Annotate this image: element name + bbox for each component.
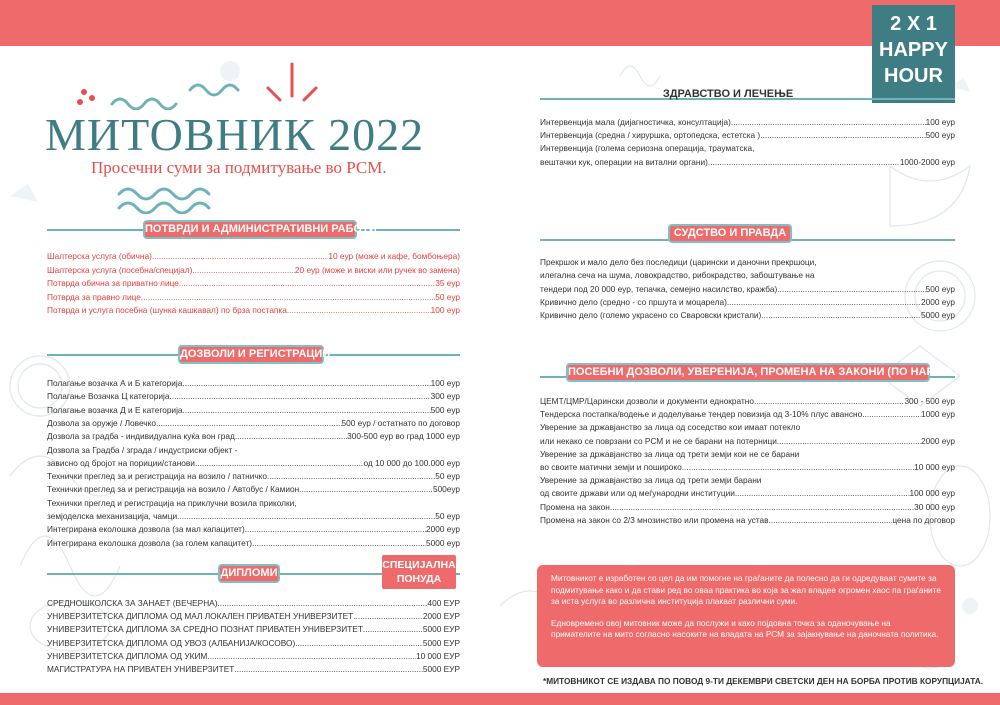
item-price: 10 000 ЕУР [415, 650, 460, 661]
dot-leader [363, 624, 423, 635]
item-price: 500 еур [925, 283, 955, 294]
item-price: 35 еур [435, 278, 460, 288]
dot-leader [727, 297, 921, 308]
dot-leader [610, 502, 914, 513]
special-offer-badge [382, 555, 456, 589]
price-row [47, 471, 460, 482]
item-price: 100 еур [430, 378, 460, 388]
dot-leader [267, 471, 435, 482]
price-row [47, 378, 460, 389]
item-price: 500 еур / остатнато по договор [341, 417, 460, 428]
item-label: Дозвола за оружје / Ловечко [47, 417, 156, 428]
price-row [540, 310, 955, 321]
note-paragraph-2: Едновремено овој митовник може да послужи и како појдовна точка за оданочување на примателите на мито согласно насоките на владата на РСМ за зајакнување на даночната политика. [551, 617, 939, 639]
dot-leader [735, 488, 910, 499]
item-label: Технички преглед за и регистрација на возило / Автобус / Камион [47, 484, 300, 495]
dot-leader [177, 511, 435, 522]
item-price: 5000 ЕУР [422, 664, 460, 674]
special-offer-line-1: СПЕЦИЈАЛНА [382, 559, 456, 571]
price-row: Прекршок и мало дело без последици (царински и даночни прекршоци, [540, 257, 817, 267]
price-row: Уверение за државјанство за лица од трети земји барани [540, 475, 762, 486]
section-heading-justice: СУДСТВО И ПРАВДА [670, 226, 790, 241]
price-row [47, 484, 460, 495]
dot-leader [777, 284, 925, 295]
happy-hour-badge [872, 5, 955, 103]
price-row [47, 405, 460, 416]
price-row: Уверение за државјанство за лица од трети земји кои не се барани [540, 448, 800, 459]
dot-leader [769, 515, 893, 526]
dot-leader [141, 292, 435, 303]
item-label: или некако се поврзани со РСМ и не се барани на потерници [540, 435, 777, 446]
item-price: 5000 ЕУР [422, 637, 460, 648]
dot-leader [192, 265, 295, 276]
item-price: 1000 еур [921, 409, 955, 420]
price-row [47, 511, 460, 522]
item-price: цена по договор [892, 514, 955, 525]
price-row [47, 624, 460, 635]
item-label: Промена на закон со 2/3 мнозинство или промена на устав [540, 514, 769, 525]
price-row [47, 431, 460, 442]
item-label: Шалтерска услуга (посебна/специјал) [47, 264, 193, 275]
dot-leader [235, 431, 347, 442]
note-paragraph-1: Митовникот е изработен со цел да им помогне на граѓаните да полесно да ги одредуваат сумите за подмитување како и да стави ред во овaа практика во која за жал владее огромен хаос па граѓаните за иста услуга во различна институција плакаат различни суми. [551, 573, 941, 606]
price-row [540, 502, 955, 513]
item-price: 5000 ЕУР [422, 624, 460, 635]
item-label: Интегрирана еколошка дозвола (за мал капацитет) [47, 524, 245, 535]
item-label: Потврда за правно лице [47, 291, 141, 302]
item-price: 10 еур (може и кафе, бомбоњера) [328, 251, 460, 261]
dot-leader [217, 598, 427, 609]
item-label: УНИВЕРЗИТЕТСКА ДИПЛОМА ОД УКИМ [47, 650, 208, 661]
price-row [47, 664, 460, 675]
item-label: МАГИСТРАТУРА НА ПРИВАТЕН УНИВЕРЗИТЕТ [47, 664, 235, 674]
item-label: Дозвола за градба - индивидуална куќа вон град [47, 431, 235, 442]
price-row [47, 418, 460, 429]
item-price: 100 еур [430, 305, 460, 315]
footnote: *МИТОВНИКОТ СЕ ИЗДАВА ПО ПОВОД 9-ТИ ДЕКЕМВРИ СВЕТСКИ ДЕН НА БОРБА ПРОТИВ КОРУПЦИЈАТА. [543, 676, 984, 686]
price-row: Дозвола за Градба / зграда / индустриски објект - [47, 444, 238, 455]
dot-leader [156, 418, 342, 429]
price-row [47, 638, 460, 649]
price-row [47, 611, 460, 622]
section-heading-diplomas: ДИПЛОМИ [220, 567, 278, 579]
item-label: зависно од бројот на пориции/станови [47, 457, 195, 468]
item-price: 2000 ЕУР [422, 611, 460, 622]
section-heading-special-permits: ПОСЕБНИ ДОЗВОЛИ, УВЕРЕНИЈА, ПРОМЕНА НА ЗАКОНИ (ПО НАРАЧКА) [568, 366, 966, 378]
page-subtitle: Просечни суми за подмитување во РСМ. [91, 158, 387, 177]
dot-leader [234, 664, 423, 675]
item-price: 500 еур [925, 130, 955, 141]
dot-leader [777, 436, 921, 447]
dot-leader [245, 524, 426, 535]
price-row [47, 278, 460, 289]
price-row [540, 488, 955, 499]
page-title: МИТОВНИК 2022 [45, 109, 425, 160]
price-row [540, 284, 955, 295]
price-row [47, 391, 460, 402]
section-heading-documents: ПОТВРДИ И АДМИНИСТРАТИВНИ РАБОТИ [145, 223, 377, 235]
special-offer-line-2: ПОНУДА [396, 573, 442, 585]
item-label: Потврда и услуга посебна (шунка кашкавал) по брза постапка [47, 305, 287, 315]
item-label: Полагање Возачка Ц категорија [47, 391, 170, 402]
item-label: Промена на закон [540, 501, 610, 512]
price-row [540, 436, 955, 447]
item-price: 300-500 еур во град 1000 еур [347, 431, 460, 442]
price-row [47, 305, 460, 316]
item-label: Кривично дело (големо украсено со Сваровски кристали) [540, 310, 762, 321]
dot-leader [195, 458, 364, 469]
item-label: вештачки кук, операции на витални органи) [540, 156, 708, 167]
price-row: Технички преглед и регистрација на приклучни возила приколки, [47, 497, 297, 508]
dot-leader [682, 462, 914, 473]
item-label: УНИВЕРЗИТЕТСКА ДИПЛОМА ОД МАЛ ЛОКАЛЕН ПРИВАТЕН УНИВЕРЗИТЕТ [47, 611, 354, 622]
price-row [540, 297, 955, 308]
item-label: Шалтерска услуга (обична) [47, 251, 152, 261]
section-heading-health: ЗДРАВСТВО И ЛЕЧЕЊЕ [662, 88, 794, 100]
item-price: 500еур [432, 484, 460, 495]
item-label: Потврда обична за приватно лице [47, 278, 179, 288]
dot-leader [754, 396, 904, 407]
item-price: 100 еур [925, 117, 955, 127]
badge-line-2: HAPPY [879, 39, 948, 61]
dot-leader [299, 484, 433, 495]
price-row: Интервенција (голема сериозна операција, траумaтска, [540, 143, 755, 154]
item-label: Интервенција (средна / хируршка, ортопедска, естетска ) [540, 130, 761, 141]
price-row [540, 409, 955, 420]
dot-leader [252, 538, 426, 549]
price-row [540, 396, 955, 407]
dot-leader [761, 310, 921, 321]
item-price: 400 ЕУР [427, 598, 460, 608]
item-label: УНИВЕРЗИТЕТСКА ДИПЛОМА ОД УВОЗ (АЛБАНИЈА/КОСОВО) [47, 637, 296, 648]
dot-leader [353, 611, 423, 622]
price-row [47, 458, 460, 469]
item-price: 50 еур [435, 291, 460, 302]
section-heading-permits: ДОЗВОЛИ И РЕГИСТРАЦИИ [180, 348, 331, 360]
item-price: од 10 000 до 100.000 еур [363, 457, 460, 468]
item-label: Кривично дело (средно - со пршута и моцарела) [540, 296, 727, 307]
price-row [47, 651, 460, 662]
price-row [47, 251, 460, 262]
item-price: 10 000 еур [914, 462, 955, 472]
title-ornament [70, 60, 330, 110]
dot-leader [170, 391, 431, 402]
item-price: 500 еур [430, 404, 460, 415]
dot-leader [183, 405, 431, 416]
item-price: 300 - 500 еур [904, 396, 955, 406]
price-row [540, 117, 955, 128]
item-price: 30 000 еур [914, 501, 955, 512]
item-price: 5000 еур [426, 537, 460, 548]
price-row [47, 292, 460, 303]
badge-line-1: 2 X 1 [890, 13, 937, 35]
item-price: 20 еур (може и виски или ручек во замена) [294, 264, 460, 275]
dot-leader [731, 117, 926, 128]
badge-line-3: HOUR [884, 65, 943, 87]
dot-leader [295, 638, 423, 649]
item-label: Интегрирана еколошка дозвола (за голем капацитет) [47, 537, 253, 548]
item-label: Технички преглед за и регистрација на возило / патничко [47, 471, 267, 482]
item-label: во своите матични земји и пошироко [540, 462, 682, 472]
price-row [47, 598, 460, 609]
price-row: Уверение за државјанство за лица од соседство кои имаат потекло [540, 422, 801, 433]
dot-leader [182, 378, 430, 389]
dot-leader [179, 278, 435, 289]
item-price: 2000 еур [921, 296, 955, 307]
item-price: 300 еур [430, 391, 460, 402]
item-price: 2000 еур [921, 435, 955, 446]
item-price: 100 000 еур [909, 488, 955, 499]
dot-leader [152, 251, 329, 262]
price-row [47, 524, 460, 535]
item-price: 50 еур [435, 471, 460, 482]
subtitle-wave [115, 184, 225, 214]
dot-leader [207, 651, 416, 662]
dot-leader [760, 130, 925, 141]
item-label: Полагање возачка А и Б категорија [47, 378, 183, 388]
item-price: 2000 еур [426, 524, 460, 535]
top-bar [0, 0, 1000, 46]
item-label: од своите држави или од меѓународни институции [540, 488, 735, 499]
bottom-bar [0, 693, 1000, 705]
item-label: ЦЕМТ/ЦМР/Царински дозволи и документи еднократно [540, 396, 754, 406]
price-row: илегална сеча на шума, ловокрадство, рибокрадство, зaбоштување на [540, 270, 815, 281]
item-label: земјоделска механизација, чамци [47, 511, 178, 521]
item-label: Полагање возачка Д и Е категорија [47, 404, 183, 415]
item-price: 50 еур [435, 511, 460, 521]
item-price: 1000-2000 еур [899, 156, 955, 167]
item-price: 5000 еур [921, 310, 955, 321]
dot-leader [708, 157, 900, 168]
price-row [540, 157, 955, 168]
price-row [540, 515, 955, 526]
info-note [537, 565, 955, 667]
item-label: УНИВЕРЗИТЕТСКА ДИПЛОМА ЗА СРЕДНО ПОЗНАТ ПРИВАТЕН УНИВЕРЗИТЕТ [47, 624, 363, 635]
dot-leader [862, 409, 921, 420]
dot-leader [287, 305, 431, 316]
item-label: тендери под 20 000 еур, тепачка, семејно насилство, кражба) [540, 283, 778, 294]
price-row [540, 462, 955, 473]
item-label: Тендерска постапка/водење и доделување тендер повизија од 3-10% плус аванcно [540, 409, 863, 420]
price-row [47, 265, 460, 276]
price-row [540, 130, 955, 141]
item-label: СРЕДНОШКОЛСКА ЗА ЗАНАЕТ (ВЕЧЕРНА) [47, 598, 218, 608]
item-label: Интервенција мала (дијагностичка, консултација) [540, 117, 731, 127]
price-row [47, 538, 460, 549]
